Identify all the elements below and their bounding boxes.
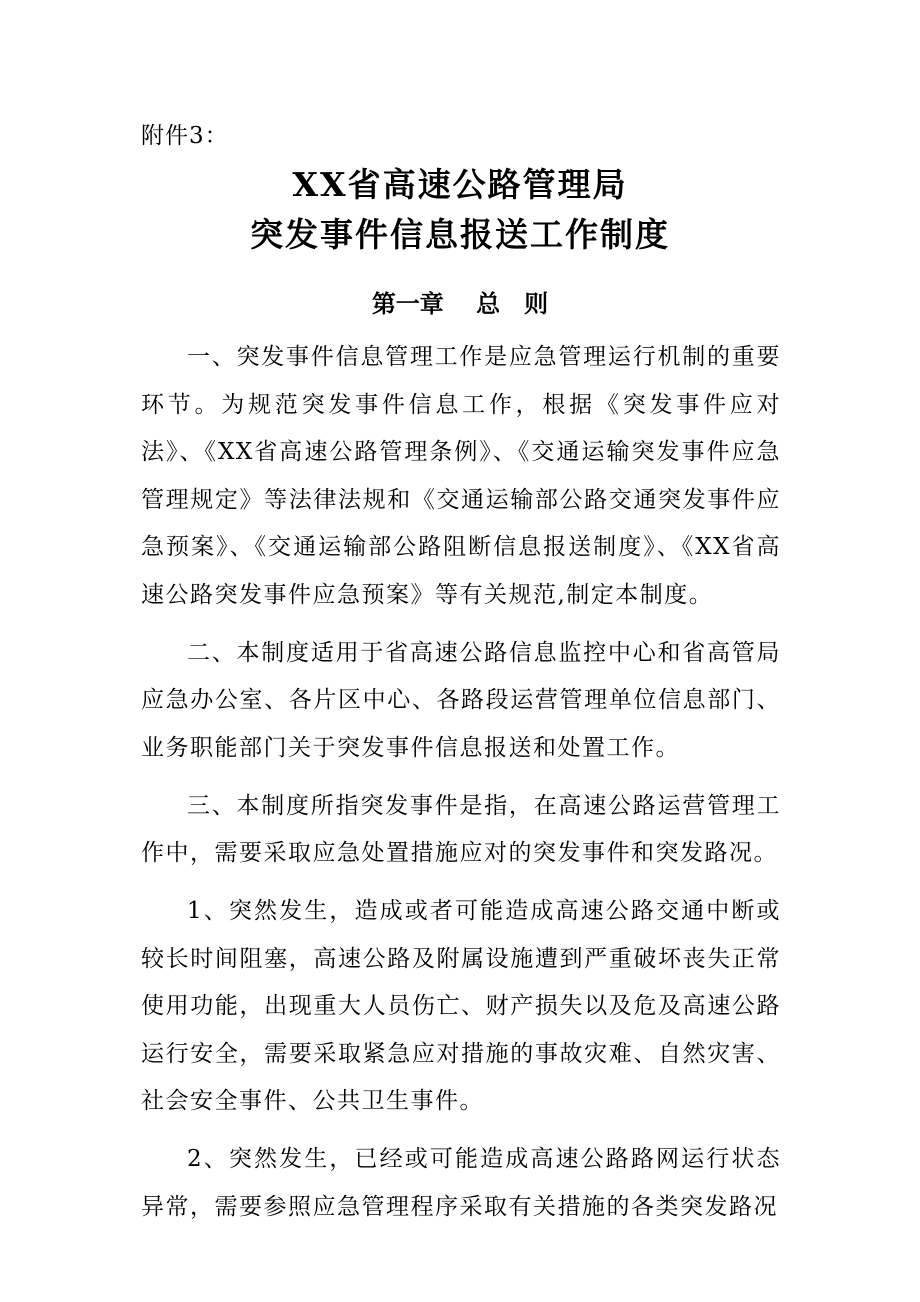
document-title-line-1: XX省高速公路管理局 [292,165,628,204]
chapter-heading: 第一章 总 则 [371,289,549,318]
attachment-label: 附件3： [141,123,229,149]
document-body [141,334,781,1242]
paragraph-3: 三、本制度所指突发事件是指，在高速公路运营管理工作中，需要采取应急处置措施应对的突发事件和突发路况。 [141,792,781,866]
document-title-line-2: 突发事件信息报送工作制度 [250,215,670,254]
paragraph-5: 2、突然发生，已经或可能造成高速公路路网运行状态异常，需要参照应急管理程序采取有关措施的各类突发路况 [141,1146,781,1220]
paragraph-2: 二、本制度适用于省高速公路信息监控中心和省高管局应急办公室、各片区中心、各路段运营管理单位信息部门、业务职能部门关于突发事件信息报送和处置工作。 [141,639,781,761]
paragraph-4: 1、突然发生，造成或者可能造成高速公路交通中断或较长时间阻塞，高速公路及附属设施遭到严重破坏丧失正常使用功能，出现重大人员伤亡、财产损失以及危及高速公路运行安全，需要采取紧急应对措施的事故灾难、自然灾害、社会安全事件、公共卫生事件。 [141,898,781,1114]
paragraph-1: 一、突发事件信息管理工作是应急管理运行机制的重要环节。为规范突发事件信息工作，根据《突发事件应对法》、《XX省高速公路管理条例》、《交通运输突发事件应急管理规定》等法律法规和《交通运输部公路交通突发事件应急预案》、《交通运输部公路阻断信息报送制度》、《XX省高速公路突发事件应急预案》等有关规范,制定本制度。 [141,344,781,608]
